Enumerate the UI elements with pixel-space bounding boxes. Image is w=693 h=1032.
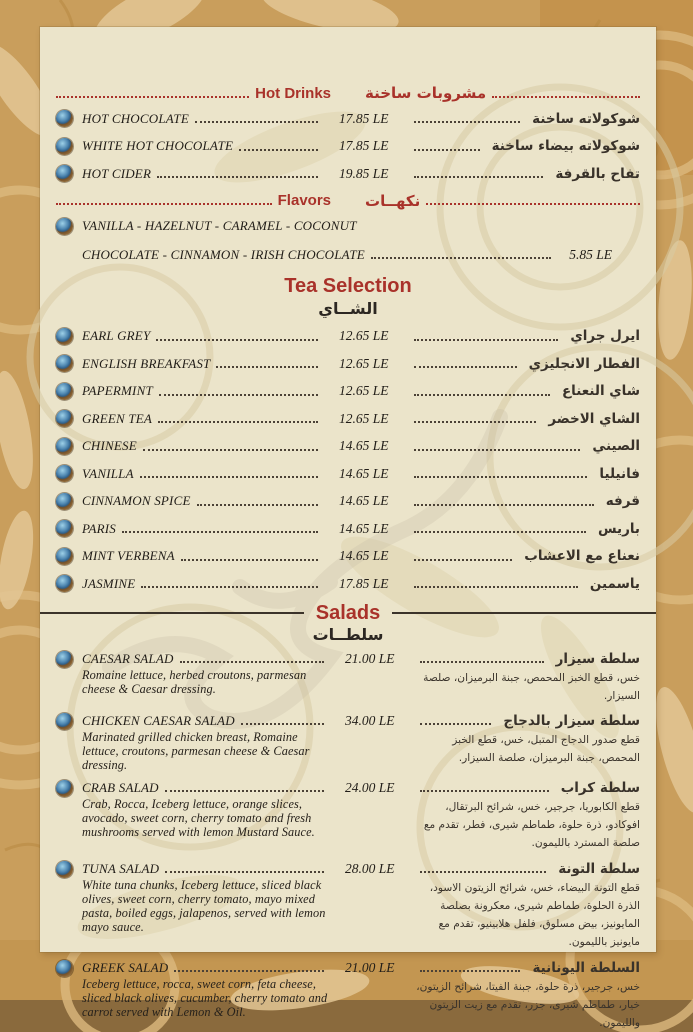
- menu-item-row: [56, 574, 640, 594]
- salad-item-row: [56, 712, 640, 772]
- logo-seal-icon: [56, 110, 73, 127]
- item-name-ar: نعناع مع الاعشاب: [524, 548, 640, 565]
- dotted-leader: [180, 661, 324, 663]
- logo-seal-icon: [56, 383, 73, 400]
- item-description-ar: قطع الكابوريا، جرجير، خس، شرائح البرتقال، افوكادو، ذرة حلوة، طماطم شيرى، فطر، تقدم مع صلصة المسترد بالليمون.: [423, 800, 640, 850]
- divider-line: [392, 612, 656, 614]
- item-name-ar: شاي النعناع: [561, 383, 640, 400]
- flavors-list-row: [82, 245, 612, 265]
- dotted-leader: [197, 504, 318, 506]
- item-name-en: CINNAMON SPICE: [82, 493, 191, 509]
- logo-seal-icon: [56, 438, 73, 455]
- item-price: 34.00 LE: [345, 712, 395, 728]
- dotted-leader: [414, 121, 520, 123]
- salad-item-row: [56, 959, 640, 1032]
- menu-item-row: [56, 137, 640, 157]
- item-name-en: GREEK SALAD: [82, 959, 169, 975]
- hot-drinks-header: [56, 84, 640, 102]
- item-name-en: VANILLA: [82, 465, 134, 481]
- item-price: 14.65 LE: [339, 493, 389, 509]
- dotted-leader: [414, 176, 543, 178]
- dotted-leader: [239, 149, 318, 151]
- flavors-price: 5.85 LE: [569, 246, 612, 262]
- item-name-ar: سلطة سيزار: [555, 650, 640, 667]
- dotted-leader: [414, 476, 587, 478]
- menu-item-row: [56, 327, 640, 347]
- item-description-en: White tuna chunks, Iceberg lettuce, sliced black olives, sweet corn, cherry tomato, mayo mixed pasta, boiled eggs, jalapenos, served with lemon mayo sauce.: [82, 877, 326, 934]
- dotted-leader: [414, 559, 512, 561]
- dotted-leader: [159, 394, 318, 396]
- item-price: 21.00 LE: [345, 650, 395, 666]
- item-description-ar: خس، جرجير، ذرة حلوة، جبنة الفيتا، شرائح الزيتون، خيار، طماطم شيرى، جزر، تقدم مع زيت الزيتون والليمون.: [416, 980, 640, 1029]
- item-name-en: WHITE HOT CHOCOLATE: [82, 138, 234, 154]
- flavors-header: [56, 192, 640, 210]
- dotted-leader: [241, 723, 324, 725]
- dotted-leader: [414, 586, 578, 588]
- item-name-ar: سلطة سيزار بالدجاج: [503, 712, 640, 729]
- dotted-leader: [420, 790, 549, 792]
- logo-seal-icon: [56, 138, 73, 155]
- menu-item-row: [56, 492, 640, 512]
- item-name-ar: الصيني: [592, 438, 640, 455]
- item-name-en: JASMINE: [82, 575, 136, 591]
- menu-item-row: [56, 437, 640, 457]
- item-price: 12.65 LE: [339, 355, 389, 371]
- item-description-en: Romaine lettuce, herbed croutons, parmesan cheese & Caesar dressing.: [82, 667, 307, 696]
- logo-seal-icon: [56, 548, 73, 565]
- logo-seal-icon: [56, 218, 73, 235]
- salads-title-en: Salads: [315, 601, 381, 624]
- item-name-en: CRAB SALAD: [82, 779, 159, 795]
- salad-item-row: [56, 860, 640, 952]
- item-price: 14.65 LE: [339, 465, 389, 481]
- item-price: 28.00 LE: [345, 860, 395, 876]
- item-name-ar: ياسمين: [589, 575, 640, 592]
- dotted-leader: [414, 421, 536, 423]
- item-description-en: Iceberg lettuce, rocca, sweet corn, feta cheese, sliced black olives, cucumber, cherry tomato and carrot served with Lemon & Oil.: [82, 976, 328, 1019]
- item-name-en: HOT CHOCOLATE: [82, 110, 189, 126]
- salad-item-row: [56, 779, 640, 853]
- item-description-ar: قطع صدور الدجاج المتبل، خس، قطع الخبز المحمص، جبنة البرميزان، صلصة السيزار.: [452, 733, 640, 765]
- menu-paper-panel: [40, 27, 656, 1029]
- menu-item-row: [56, 519, 640, 539]
- logo-seal-icon: [56, 520, 73, 537]
- item-name-ar: ايرل جراي: [570, 328, 640, 345]
- tea-selection-title-en: Tea Selection: [284, 274, 412, 297]
- flavors-line2: CHOCOLATE - CINNAMON - IRISH CHOCOLATE: [82, 246, 365, 262]
- menu-item-row: [56, 409, 640, 429]
- logo-seal-icon: [56, 713, 73, 730]
- dotted-leader: [56, 96, 249, 98]
- salads-header: [40, 602, 656, 625]
- dotted-leader: [195, 121, 318, 123]
- dotted-leader: [492, 96, 640, 98]
- dotted-leader: [140, 476, 318, 478]
- item-name-ar: سلطة كراب: [560, 779, 640, 796]
- menu-item-row: [56, 547, 640, 567]
- item-price: 14.65 LE: [339, 438, 389, 454]
- item-name-ar: سلطة التونة: [558, 860, 640, 877]
- logo-seal-icon: [56, 410, 73, 427]
- item-name-en: CAESAR SALAD: [82, 650, 174, 666]
- dotted-leader: [174, 970, 324, 972]
- item-name-ar: تفاح بالقرفة: [555, 165, 640, 182]
- item-name-en: EARL GREY: [82, 328, 151, 344]
- item-price: 17.85 LE: [339, 138, 389, 154]
- item-description-ar: خس، قطع الخبز المحمص، جبنة البرميزان، صلصة السيزار.: [423, 671, 640, 702]
- menu-content: [40, 27, 656, 1029]
- flavors-title-ar: نكهــات: [365, 191, 421, 210]
- item-name-en: PAPERMINT: [82, 383, 153, 399]
- logo-seal-icon: [56, 493, 73, 510]
- dotted-leader: [216, 366, 318, 368]
- dotted-leader: [414, 339, 558, 341]
- item-description-en: Crab, Rocca, Iceberg lettuce, orange slices, avocado, sweet corn, cherry tomato and fresh mushrooms served with lemon Mustard Sauce.: [82, 796, 315, 840]
- item-name-ar: شوكولاته بيضاء ساخنة: [491, 138, 640, 155]
- item-name-en: ENGLISH BREAKFAST: [82, 355, 211, 371]
- menu-item-row: [56, 464, 640, 484]
- dotted-leader: [414, 449, 580, 451]
- item-price: 12.65 LE: [339, 383, 389, 399]
- item-name-ar: الفطار الانجليزي: [528, 355, 640, 372]
- dotted-leader: [426, 203, 640, 205]
- item-name-en: PARIS: [82, 520, 116, 536]
- salad-item-row: [56, 650, 640, 705]
- item-price: 12.65 LE: [339, 328, 389, 344]
- item-name-en: CHICKEN CAESAR SALAD: [82, 712, 235, 728]
- item-name-en: GREEN TEA: [82, 410, 153, 426]
- menu-item-row: [56, 164, 640, 184]
- item-price: 14.65 LE: [339, 548, 389, 564]
- logo-seal-icon: [56, 165, 73, 182]
- dotted-leader: [414, 394, 550, 396]
- dotted-leader: [420, 970, 520, 972]
- item-name-en: HOT CIDER: [82, 165, 152, 181]
- item-description-en: Marinated grilled chicken breast, Romaine lettuce, croutons, parmesan cheese & Caesar dressing.: [82, 729, 310, 772]
- dotted-leader: [414, 149, 480, 151]
- item-name-en: MINT VERBENA: [82, 548, 175, 564]
- dotted-leader: [157, 176, 318, 178]
- logo-seal-icon: [56, 575, 73, 592]
- dotted-leader: [156, 339, 318, 341]
- item-name-en: CHINESE: [82, 438, 137, 454]
- item-name-ar: الشاي الاخضر: [548, 410, 640, 427]
- logo-seal-icon: [56, 960, 73, 977]
- logo-seal-icon: [56, 861, 73, 878]
- item-name-en: TUNA SALAD: [82, 860, 160, 876]
- dotted-leader: [165, 790, 324, 792]
- dotted-leader: [420, 871, 546, 873]
- item-name-ar: قرفه: [605, 493, 640, 510]
- tea-selection-title-ar: الشــاي: [318, 298, 378, 318]
- flavors-title-en: Flavors: [277, 192, 331, 209]
- dotted-leader: [141, 586, 318, 588]
- flavors-list-row: [56, 217, 640, 237]
- item-price: 17.85 LE: [339, 110, 389, 126]
- menu-item-row: [56, 382, 640, 402]
- logo-seal-icon: [56, 651, 73, 668]
- logo-seal-icon: [56, 328, 73, 345]
- dotted-leader: [414, 531, 586, 533]
- logo-seal-icon: [56, 780, 73, 797]
- dotted-leader: [420, 661, 544, 663]
- item-price: 21.00 LE: [345, 959, 395, 975]
- dotted-leader: [143, 449, 318, 451]
- hot-drinks-title-ar: مشروبات ساخنة: [365, 84, 487, 102]
- divider-line: [40, 612, 304, 614]
- salads-title-ar: سلطــات: [312, 624, 384, 644]
- dotted-leader: [420, 723, 491, 725]
- dotted-leader: [181, 559, 318, 561]
- item-name-ar: السلطة اليونانية: [532, 959, 640, 976]
- logo-seal-icon: [56, 355, 73, 372]
- dotted-leader: [165, 871, 324, 873]
- hot-drinks-title-en: Hot Drinks: [255, 84, 331, 102]
- item-description-ar: قطع التونة البيضاء، خس، شرائح الزيتون الاسود، الذرة الحلوة، طماطم شيرى، معكرونة بصلصة المايونيز، بيض مسلوق، فلفل هلابينيو، تقدم مع مايونيز بالليمون.: [429, 881, 640, 949]
- item-name-ar: فانيليا: [599, 465, 640, 482]
- dotted-leader: [414, 366, 517, 368]
- item-price: 17.85 LE: [339, 575, 389, 591]
- logo-seal-icon: [56, 465, 73, 482]
- menu-item-row: [56, 354, 640, 374]
- menu-item-row: [56, 109, 640, 129]
- dotted-leader: [158, 421, 318, 423]
- flavors-line1: VANILLA - HAZELNUT - CARAMEL - COCONUT: [82, 218, 357, 234]
- dotted-leader: [414, 504, 594, 506]
- item-price: 24.00 LE: [345, 779, 395, 795]
- dotted-leader: [56, 203, 272, 205]
- dotted-leader: [371, 257, 551, 259]
- item-price: 14.65 LE: [339, 520, 389, 536]
- item-price: 19.85 LE: [339, 165, 389, 181]
- item-name-ar: شوكولاته ساخنة: [532, 110, 640, 127]
- dotted-leader: [122, 531, 318, 533]
- item-name-ar: باريس: [597, 520, 640, 537]
- item-price: 12.65 LE: [339, 410, 389, 426]
